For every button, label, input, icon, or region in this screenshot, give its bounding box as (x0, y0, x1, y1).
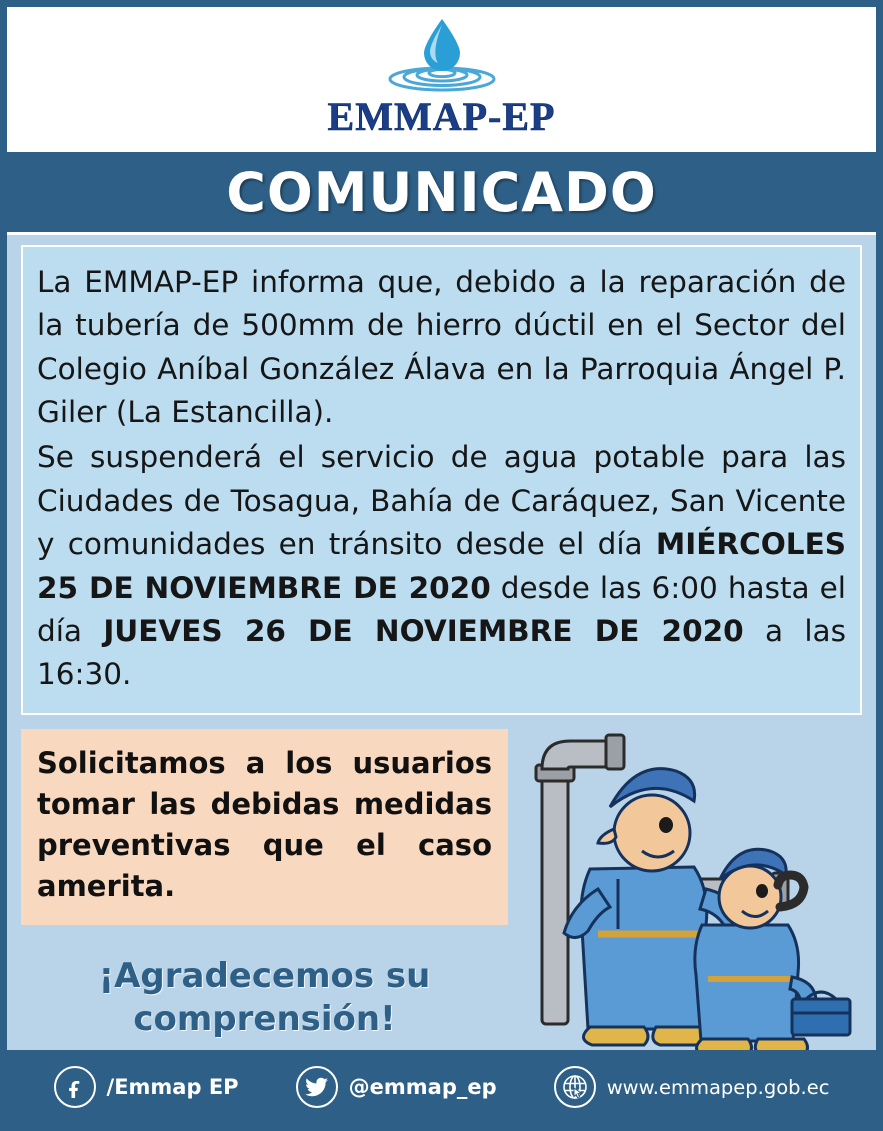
request-box (21, 729, 508, 926)
facebook-icon (54, 1066, 96, 1108)
facebook-handle: /Emmap EP (106, 1075, 239, 1099)
logo-band (7, 7, 876, 149)
website-url: www.emmapep.gob.ec (606, 1075, 830, 1099)
thanks-message (21, 955, 508, 1040)
notice-p2-text-3: a las 16:30. (37, 613, 846, 692)
title-band (7, 149, 876, 235)
twitter-icon (296, 1066, 338, 1108)
body-area (7, 235, 876, 715)
request-text: Solicitamos a los usuarios tomar las debidas medidas preventivas que el caso amerita. (37, 745, 492, 904)
lower-left-column (21, 729, 508, 1059)
two-plumbers-illustration (506, 729, 858, 1059)
lower-section (7, 715, 876, 1059)
notice-paragraph-2 (37, 436, 846, 696)
twitter-handle: @emmap_ep (348, 1075, 497, 1099)
footer-item-twitter[interactable] (296, 1066, 497, 1108)
footer-social-bar (7, 1050, 876, 1124)
globe-cursor-icon (554, 1066, 596, 1108)
thanks-line-2: comprensión! (133, 998, 396, 1039)
water-drop-ripples-icon (372, 15, 512, 93)
notice-p2-bold-2: JUEVES 26 DE NOVIEMBRE DE 2020 (103, 613, 744, 648)
thanks-line-1: ¡Agradecemos su (98, 956, 431, 997)
footer-item-website[interactable] (554, 1066, 830, 1108)
lower-right-column (516, 729, 862, 1059)
notice-paragraph-1: La EMMAP-EP informa que, debido a la reparación de la tubería de 500mm de hierro dúctil en el Sector del Colegio Aníbal González Álava en la Parroquia Ángel P. Giler (La Estancilla). (37, 265, 846, 430)
footer-item-facebook[interactable] (54, 1066, 239, 1108)
logo-text: EMMAP-EP (327, 94, 556, 139)
notice-p2-text-1: Se suspenderá el servicio de agua potable para las Ciudades de Tosagua, Bahía de Caráquez, San Vicente y comunidades en tránsito desde el día (37, 440, 846, 562)
logo (292, 13, 592, 143)
notice-p2-text-2: desde las 6:00 hasta el día (37, 570, 846, 648)
notice-box (21, 245, 862, 715)
notice-p2-bold-1: MIÉRCOLES 25 DE NOVIEMBRE DE 2020 (37, 527, 846, 605)
page-title: COMUNICADO (226, 160, 657, 224)
